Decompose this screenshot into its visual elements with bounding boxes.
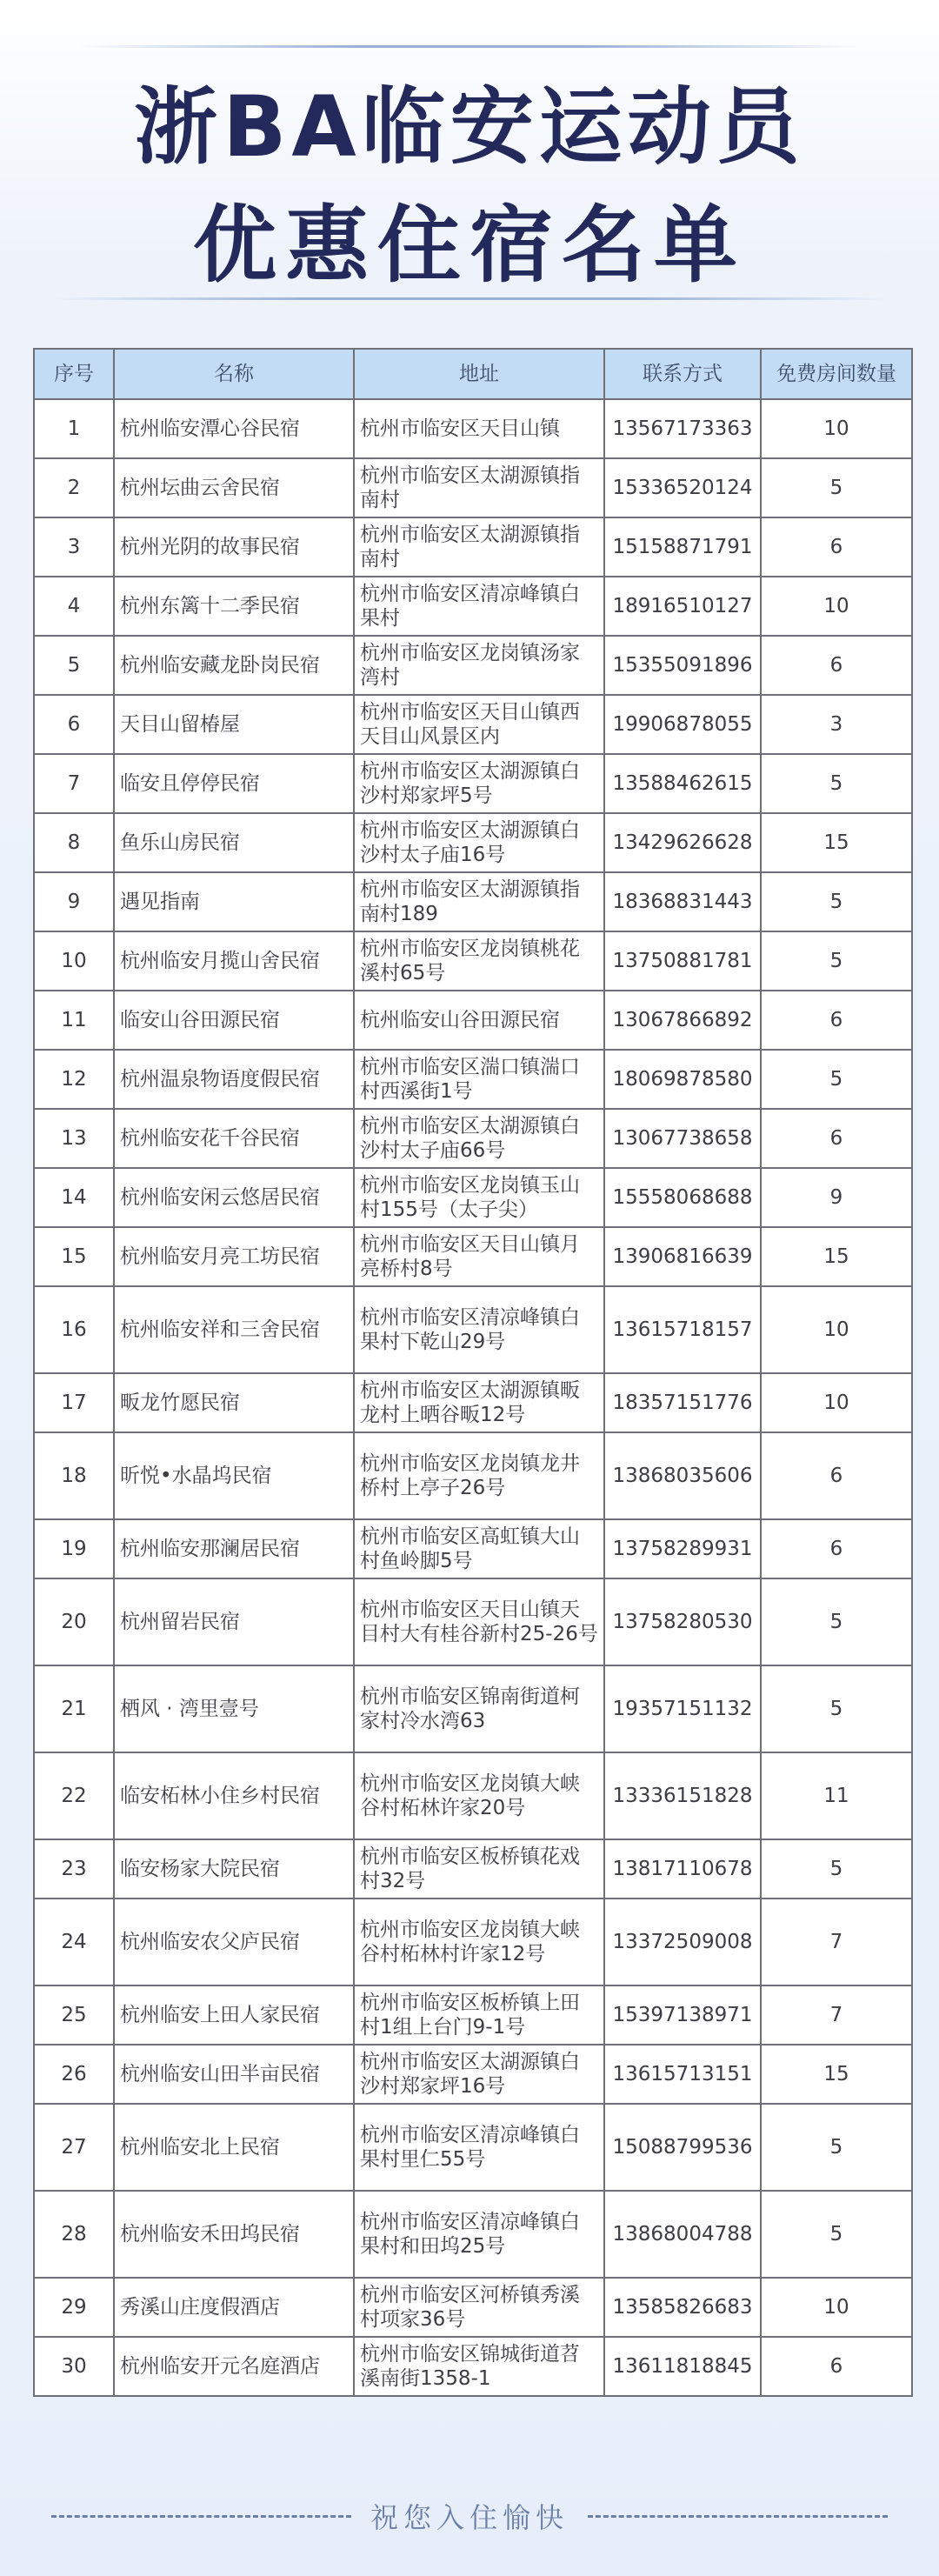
cell-address: 杭州市临安区湍口镇湍口村西溪街1号 [354,1050,604,1109]
cell-name: 杭州临安北上民宿 [114,2104,354,2191]
cell-index: 30 [34,2337,114,2396]
title-banner [0,0,939,313]
table-row [34,1168,912,1227]
table-row [34,2191,912,2278]
cell-index: 17 [34,1373,114,1432]
cell-address: 杭州市临安区龙岗镇大峡谷村柘林村许家12号 [354,1899,604,1985]
cell-name: 临安且停停民宿 [114,754,354,813]
cell-name: 杭州临安月揽山舍民宿 [114,931,354,991]
cell-name: 栖风 · 湾里壹号 [114,1665,354,1752]
cell-index: 23 [34,1839,114,1899]
cell-contact: 13615713151 [604,2045,761,2104]
cell-free-rooms: 6 [761,991,912,1050]
accommodation-table [33,348,913,2397]
table-row [34,1752,912,1839]
cell-index: 18 [34,1432,114,1519]
footer-dash-left [51,2515,351,2518]
cell-free-rooms: 6 [761,2337,912,2396]
cell-free-rooms: 5 [761,931,912,991]
footer-text: 祝您入住愉快 [370,2501,569,2534]
cell-free-rooms: 10 [761,399,912,458]
cell-name: 杭州临安祥和三舍民宿 [114,1286,354,1373]
cell-index: 19 [34,1519,114,1578]
cell-contact: 13372509008 [604,1899,761,1985]
table-row [34,1985,912,2045]
table-row [34,695,912,754]
cell-free-rooms: 5 [761,754,912,813]
table-row [34,1578,912,1665]
page-title-line-1: 浙BA临安运动员 [134,78,805,176]
cell-name: 杭州临安闲云悠居民宿 [114,1168,354,1227]
cell-contact: 15088799536 [604,2104,761,2191]
cell-address: 杭州市临安区高虹镇大山村鱼岭脚5号 [354,1519,604,1578]
cell-address: 杭州市临安区龙岗镇龙井桥村上亭子26号 [354,1432,604,1519]
header-contact: 联系方式 [604,349,761,399]
table-row [34,1227,912,1286]
cell-contact: 19906878055 [604,695,761,754]
cell-contact: 18916510127 [604,577,761,636]
cell-index: 4 [34,577,114,636]
cell-address: 杭州市临安区太湖源镇指南村189 [354,872,604,931]
cell-index: 26 [34,2045,114,2104]
table-row [34,1286,912,1373]
cell-index: 7 [34,754,114,813]
cell-address: 杭州市临安区板桥镇花戏村32号 [354,1839,604,1899]
cell-contact: 15336520124 [604,458,761,517]
cell-free-rooms: 6 [761,1432,912,1519]
cell-address: 杭州市临安区太湖源镇畈龙村上晒谷畈12号 [354,1373,604,1432]
cell-address: 杭州市临安区锦南街道柯家村冷水湾63 [354,1665,604,1752]
cell-index: 2 [34,458,114,517]
cell-name: 杭州临安月亮工坊民宿 [114,1227,354,1286]
cell-free-rooms: 10 [761,2278,912,2337]
cell-name: 杭州临安禾田坞民宿 [114,2191,354,2278]
cell-contact: 13868004788 [604,2191,761,2278]
cell-contact: 13758289931 [604,1519,761,1578]
cell-index: 25 [34,1985,114,2045]
cell-address: 杭州市临安区天目山镇天目村大有桂谷新村25-26号 [354,1578,604,1665]
cell-free-rooms: 15 [761,813,912,872]
table-row [34,754,912,813]
cell-index: 15 [34,1227,114,1286]
cell-index: 16 [34,1286,114,1373]
footer [0,2494,939,2538]
cell-address: 杭州市临安区太湖源镇白沙村太子庙66号 [354,1109,604,1168]
cell-free-rooms: 5 [761,2191,912,2278]
cell-contact: 13758280530 [604,1578,761,1665]
cell-index: 13 [34,1109,114,1168]
table-row [34,1109,912,1168]
cell-name: 杭州临安山田半亩民宿 [114,2045,354,2104]
cell-free-rooms: 9 [761,1168,912,1227]
cell-name: 杭州临安潭心谷民宿 [114,399,354,458]
cell-free-rooms: 5 [761,1839,912,1899]
cell-address: 杭州市临安区龙岗镇汤家湾村 [354,636,604,695]
cell-free-rooms: 7 [761,1985,912,2045]
table-row [34,1373,912,1432]
cell-address: 杭州市临安区清凉峰镇白果村 [354,577,604,636]
cell-address: 杭州市临安区太湖源镇指南村 [354,517,604,577]
cell-address: 杭州市临安区太湖源镇指南村 [354,458,604,517]
cell-address: 杭州市临安区天目山镇 [354,399,604,458]
cell-free-rooms: 6 [761,1519,912,1578]
cell-name: 临安杨家大院民宿 [114,1839,354,1899]
cell-index: 3 [34,517,114,577]
table-row [34,872,912,931]
cell-index: 20 [34,1578,114,1665]
cell-free-rooms: 10 [761,1286,912,1373]
table-row [34,1839,912,1899]
cell-index: 5 [34,636,114,695]
table-header-row [34,349,912,399]
table-row [34,2337,912,2396]
cell-contact: 13906816639 [604,1227,761,1286]
cell-index: 11 [34,991,114,1050]
cell-address: 杭州市临安区板桥镇上田村1组上台门9-1号 [354,1985,604,2045]
cell-contact: 18368831443 [604,872,761,931]
table-row [34,1899,912,1985]
cell-free-rooms: 3 [761,695,912,754]
cell-index: 14 [34,1168,114,1227]
title-bottom-rule [52,297,887,300]
cell-name: 杭州临安开元名庭酒店 [114,2337,354,2396]
table-row [34,2045,912,2104]
cell-name: 临安柘林小住乡村民宿 [114,1752,354,1839]
table-row [34,931,912,991]
title-top-rule [78,45,861,48]
cell-address: 杭州市临安区清凉峰镇白果村下乾山29号 [354,1286,604,1373]
cell-address: 杭州市临安区太湖源镇白沙村太子庙16号 [354,813,604,872]
cell-address: 杭州市临安区太湖源镇白沙村郑家坪16号 [354,2045,604,2104]
footer-dash-right [588,2515,888,2518]
cell-contact: 15397138971 [604,1985,761,2045]
table-row [34,1432,912,1519]
table-body [34,399,912,2396]
cell-free-rooms: 5 [761,458,912,517]
cell-address: 杭州市临安区锦城街道苕溪南街1358-1 [354,2337,604,2396]
cell-name: 杭州留岩民宿 [114,1578,354,1665]
cell-index: 27 [34,2104,114,2191]
table-row [34,517,912,577]
cell-free-rooms: 10 [761,1373,912,1432]
cell-name: 畈龙竹愿民宿 [114,1373,354,1432]
cell-address: 杭州市临安区河桥镇秀溪村项家36号 [354,2278,604,2337]
table-row [34,636,912,695]
cell-index: 8 [34,813,114,872]
cell-free-rooms: 6 [761,517,912,577]
cell-name: 秀溪山庄度假酒店 [114,2278,354,2337]
table-row [34,399,912,458]
cell-index: 22 [34,1752,114,1839]
cell-free-rooms: 5 [761,2104,912,2191]
cell-free-rooms: 7 [761,1899,912,1985]
header-name: 名称 [114,349,354,399]
cell-contact: 18357151776 [604,1373,761,1432]
cell-name: 杭州温泉物语度假民宿 [114,1050,354,1109]
cell-name: 遇见指南 [114,872,354,931]
cell-contact: 19357151132 [604,1665,761,1752]
cell-name: 昕悦•水晶坞民宿 [114,1432,354,1519]
cell-free-rooms: 5 [761,1050,912,1109]
cell-free-rooms: 6 [761,636,912,695]
cell-free-rooms: 15 [761,2045,912,2104]
cell-contact: 13429626628 [604,813,761,872]
cell-name: 天目山留椿屋 [114,695,354,754]
cell-address: 杭州市临安区天目山镇月亮桥村8号 [354,1227,604,1286]
accommodation-table-container [33,348,911,2397]
cell-name: 杭州临安藏龙卧岗民宿 [114,636,354,695]
cell-name: 鱼乐山房民宿 [114,813,354,872]
cell-contact: 13585826683 [604,2278,761,2337]
table-row [34,2104,912,2191]
table-row [34,813,912,872]
cell-address: 杭州临安山谷田源民宿 [354,991,604,1050]
cell-contact: 13611818845 [604,2337,761,2396]
cell-contact: 13067738658 [604,1109,761,1168]
cell-free-rooms: 11 [761,1752,912,1839]
cell-contact: 15355091896 [604,636,761,695]
cell-contact: 13336151828 [604,1752,761,1839]
cell-name: 临安山谷田源民宿 [114,991,354,1050]
cell-name: 杭州临安农父庐民宿 [114,1899,354,1985]
cell-index: 21 [34,1665,114,1752]
table-row [34,1519,912,1578]
cell-address: 杭州市临安区龙岗镇桃花溪村65号 [354,931,604,991]
cell-address: 杭州市临安区清凉峰镇白果村里仁55号 [354,2104,604,2191]
cell-index: 10 [34,931,114,991]
cell-contact: 13750881781 [604,931,761,991]
table-row [34,1050,912,1109]
cell-index: 1 [34,399,114,458]
cell-contact: 13868035606 [604,1432,761,1519]
cell-name: 杭州临安那澜居民宿 [114,1519,354,1578]
table-row [34,2278,912,2337]
header-free-rooms: 免费房间数量 [761,349,912,399]
cell-index: 28 [34,2191,114,2278]
cell-address: 杭州市临安区清凉峰镇白果村和田坞25号 [354,2191,604,2278]
cell-free-rooms: 5 [761,1665,912,1752]
cell-index: 9 [34,872,114,931]
cell-name: 杭州临安花千谷民宿 [114,1109,354,1168]
cell-name: 杭州临安上田人家民宿 [114,1985,354,2045]
cell-contact: 18069878580 [604,1050,761,1109]
cell-name: 杭州坛曲云舍民宿 [114,458,354,517]
header-address: 地址 [354,349,604,399]
page-title-line-2: 优惠住宿名单 [193,197,746,294]
cell-address: 杭州市临安区天目山镇西天目山风景区内 [354,695,604,754]
cell-address: 杭州市临安区太湖源镇白沙村郑家坪5号 [354,754,604,813]
cell-address: 杭州市临安区龙岗镇大峡谷村柘林许家20号 [354,1752,604,1839]
table-row [34,1665,912,1752]
cell-contact: 13067866892 [604,991,761,1050]
cell-index: 29 [34,2278,114,2337]
table-row [34,458,912,517]
cell-contact: 15158871791 [604,517,761,577]
cell-contact: 13567173363 [604,399,761,458]
cell-index: 24 [34,1899,114,1985]
cell-name: 杭州东篱十二季民宿 [114,577,354,636]
header-index: 序号 [34,349,114,399]
cell-contact: 13588462615 [604,754,761,813]
cell-free-rooms: 6 [761,1109,912,1168]
cell-contact: 13817110678 [604,1839,761,1899]
cell-address: 杭州市临安区龙岗镇玉山村155号（太子尖） [354,1168,604,1227]
cell-contact: 15558068688 [604,1168,761,1227]
table-row [34,991,912,1050]
cell-free-rooms: 5 [761,1578,912,1665]
cell-index: 12 [34,1050,114,1109]
cell-free-rooms: 15 [761,1227,912,1286]
cell-name: 杭州光阴的故事民宿 [114,517,354,577]
cell-free-rooms: 10 [761,577,912,636]
table-row [34,577,912,636]
cell-free-rooms: 5 [761,872,912,931]
cell-index: 6 [34,695,114,754]
cell-contact: 13615718157 [604,1286,761,1373]
